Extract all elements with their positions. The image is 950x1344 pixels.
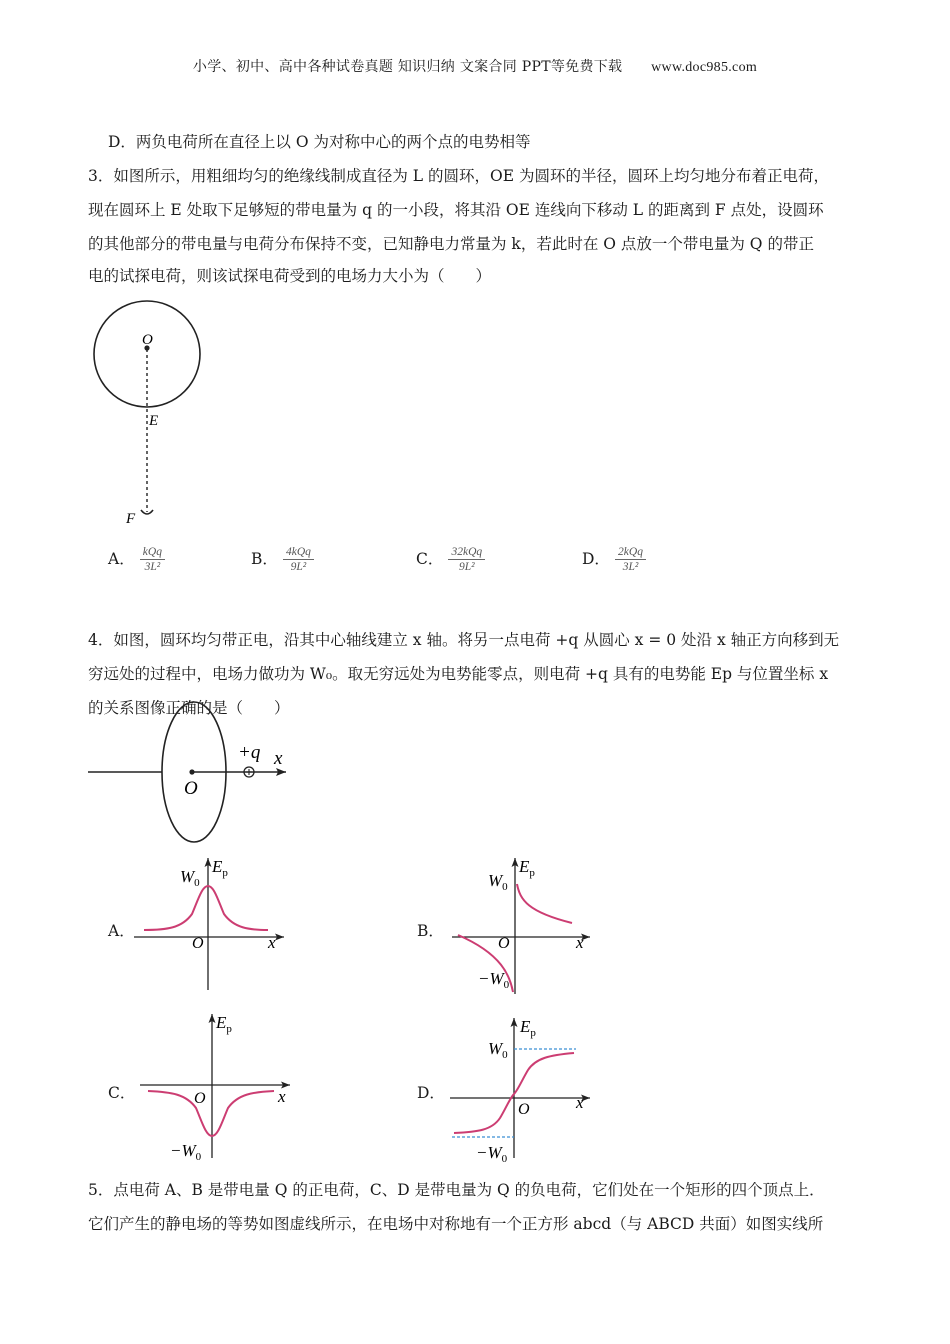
- header-text: 小学、初中、高中各种试卷真题 知识归纳 文案合同 PPT等免费下载: [192, 59, 623, 75]
- q4-option-c-label[interactable]: C．: [108, 1084, 136, 1102]
- q4-option-d-label[interactable]: D．: [417, 1084, 445, 1102]
- q5-line-2: 它们产生的静电场的等势如图虚线所示，在电场中对称地有一个正方形 abcd（与 ABCD 共面）如图实线所: [88, 1215, 824, 1233]
- q3-line-4: 电的试探电荷，则该试探电荷受到的电场力大小为（ ）: [88, 267, 492, 285]
- charge-label: +q: [238, 742, 261, 763]
- graph-d[interactable]: [448, 1008, 608, 1168]
- option-fraction: $\frac{\text{2kQq}}{\text{3L²}}$: [615, 546, 646, 573]
- q3-option-b[interactable]: [251, 546, 314, 573]
- ep-label: $E_p$: [216, 1013, 232, 1035]
- q5-line-1: 5．点电荷 A、B 是带电量 Q 的正电荷，C、D 是带电量为 Q 的负电荷，它们处在一个矩形的四个顶点上．: [88, 1181, 825, 1199]
- q3-line-1: 3．如图所示，用粗细均匀的绝缘线制成直径为 L 的圆环，OE 为圆环的半径，圆环上均匀地分布着正电荷，: [88, 167, 829, 185]
- q3-line-3: 的其他部分的带电量与电荷分布保持不变，已知静电力常量为 k，若此时在 O 点放一个带电量为 Q 的带正: [88, 235, 814, 253]
- origin-label: O: [184, 778, 198, 799]
- neg-w0-label: $-W_0$: [478, 969, 510, 991]
- q4-line-1: 4．如图，圆环均匀带正电，沿其中心轴线建立 x 轴。将另一点电荷 +q 从圆心 x = 0 处沿 x 轴正方向移到无: [88, 631, 840, 649]
- q4-line-2: 穷远处的过程中，电场力做功为 W₀。取无穷远处为电势能零点，则电荷 +q 具有的电势能 Ep 与位置坐标 x: [88, 665, 829, 683]
- option-label: B．: [251, 550, 278, 568]
- graph-a[interactable]: [132, 848, 302, 994]
- option-fraction: $\frac{\text{4kQq}}{\text{9L²}}$: [283, 546, 314, 573]
- neg-w0-label: $-W_0$: [476, 1143, 508, 1165]
- origin-label: O: [192, 935, 204, 952]
- q3-ring-figure: [86, 296, 226, 532]
- ep-label: $E_p$: [212, 857, 228, 879]
- q3-option-d[interactable]: [582, 546, 646, 573]
- graph-b[interactable]: [448, 848, 608, 994]
- x-label: x: [268, 933, 276, 952]
- w0-label: $W_0$: [488, 871, 508, 893]
- neg-w0-label: $-W_0$: [170, 1141, 202, 1163]
- label-e: E: [149, 413, 159, 429]
- ep-label: $E_p$: [519, 857, 535, 879]
- q3-option-c[interactable]: [416, 546, 485, 573]
- x-label: x: [576, 1093, 584, 1112]
- q4-option-a-label[interactable]: A．: [108, 922, 135, 940]
- option-label: D．: [582, 550, 610, 568]
- ep-label: $E_p$: [520, 1017, 536, 1039]
- ep-curve: [148, 1091, 274, 1136]
- q3-line-2: 现在圆环上 E 处取下足够短的带电量为 q 的一小段，将其沿 OE 连线向下移动 L 的距离到 F 点处，设圆环: [88, 201, 824, 219]
- q3-option-a[interactable]: [108, 546, 165, 573]
- origin-label: O: [498, 935, 510, 952]
- graph-c[interactable]: [136, 1008, 306, 1168]
- option-label: A．: [108, 550, 135, 568]
- option-fraction: $\frac{\text{32kQq}}{\text{9L²}}$: [448, 546, 485, 573]
- q4-line-3: 的关系图像正确的是（ ）: [88, 699, 290, 717]
- x-label: x: [576, 933, 584, 952]
- x-label: x: [278, 1087, 286, 1106]
- origin-dot: [189, 769, 194, 774]
- origin-label: O: [518, 1101, 530, 1118]
- header-url[interactable]: www.doc985.com: [651, 60, 758, 75]
- q2-option-d: D．两负电荷所在直径上以 O 为对称中心的两个点的电势相等: [108, 133, 531, 151]
- q4-ring-axis-figure: [86, 700, 306, 848]
- ep-curve: [144, 886, 268, 930]
- w0-label: $W_0$: [180, 867, 200, 889]
- page-header: [0, 56, 950, 76]
- option-label: C．: [416, 550, 444, 568]
- label-o: O: [142, 332, 153, 348]
- ep-curve-right: [517, 884, 572, 923]
- option-fraction: $\frac{\text{kQq}}{\text{3L²}}$: [140, 546, 165, 573]
- origin-label: O: [194, 1090, 206, 1107]
- w0-label: $W_0$: [488, 1039, 508, 1061]
- label-f: F: [126, 511, 136, 527]
- axis-label-x: x: [274, 748, 283, 769]
- q4-option-b-label[interactable]: B．: [417, 922, 444, 940]
